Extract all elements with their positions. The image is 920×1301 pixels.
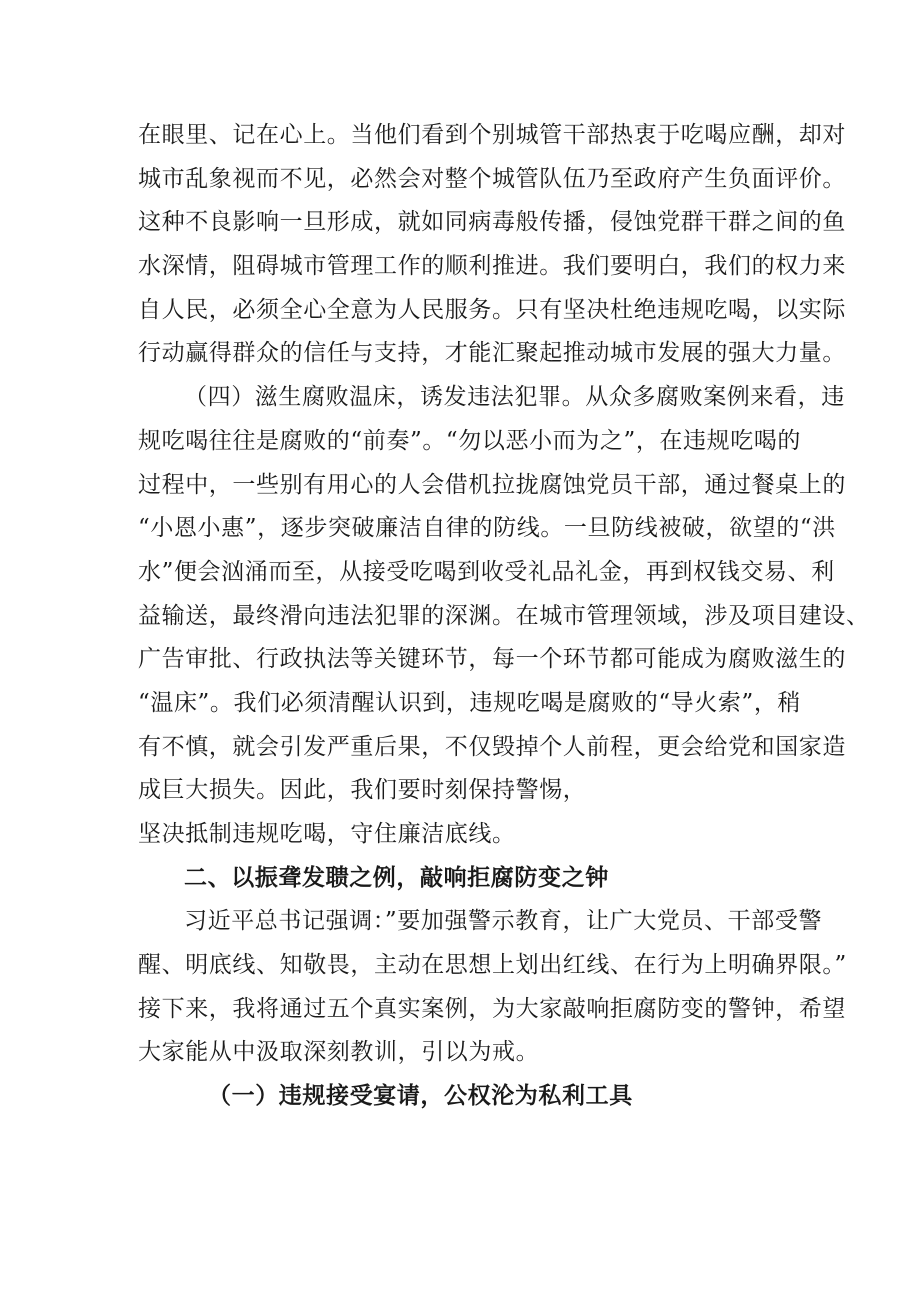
text-line: 醒、明底线、知敬畏，主动在思想上划出红线、在行为上明确界限。” [138,952,847,979]
text-line: 水深情，阻碍城市管理工作的顺利推进。我们要明白，我们的权力来 [138,253,846,280]
paragraph-start-line: 习近平总书记强调：”要加强警示教育，让广大党员、干部受警 [184,908,823,935]
text-line: 广告审批、行政执法等关键环节，每一个环节都可能成为腐败滋生的 [138,646,846,673]
text-line: “温床”。我们必须清醒认识到，违规吃喝是腐败的“导火索”，稍 [138,689,802,716]
text-line: 城市乱象视而不见，必然会对整个城管队伍乃至政府产生负面评价。 [138,165,846,192]
text-line: 坚决抵制违规吃喝，守住廉洁底线。 [138,821,516,847]
text-line: “小恩小惠”，逐步突破廉洁自律的防线。一旦防线被破，欲望的“洪 [138,515,836,542]
paragraph-start-line: （四）滋生腐败温床，诱发违法犯罪。从众多腐败案例来看，违 [184,384,845,411]
text-line: 大家能从中汲取深刻教训，引以为戒。 [138,1039,540,1066]
text-line: 这种不良影响一旦形成，就如同病毒般传播，侵蚀党群干群之间的鱼 [138,209,846,236]
text-line: 过程中，一些别有用心的人会借机拉拢腐蚀党员干部，通过餐桌上的 [138,471,846,498]
text-line: 有不慎，就会引发严重后果，不仅毁掉个人前程，更会给党和国家造 [138,733,846,760]
document-body [138,114,870,1119]
section-heading: 二、以振聋发聩之例，敲响拒腐防变之钟 [184,864,609,891]
text-line: 水”便会汹涌而至，从接受吃喝到收受礼品礼金，再到权钱交易、利 [138,558,835,585]
text-line: 行动赢得群众的信任与支持，才能汇聚起推动城市发展的强大力量。 [138,340,846,367]
text-line: 成巨大损失。因此，我们要时刻保持警惕， [138,777,587,804]
text-line: 接下来，我将通过五个真实案例，为大家敲响拒腐防变的警钟，希望 [138,995,846,1022]
text-line: 规吃喝往往是腐败的“前奏”。“勿以恶小而为之”，在违规吃喝的 [138,427,802,454]
text-line: 在眼里、记在心上。当他们看到个别城管干部热衷于吃喝应酬，却对 [138,122,846,148]
text-line: 自人民，必须全心全意为人民服务。只有坚决杜绝违规吃喝，以实际 [138,296,846,323]
subsection-heading: （一）违规接受宴请，公权沦为私利工具 [208,1083,633,1110]
text-line: 益输送，最终滑向违法犯罪的深渊。在城市管理领域，涉及项目建设、 [138,602,870,629]
